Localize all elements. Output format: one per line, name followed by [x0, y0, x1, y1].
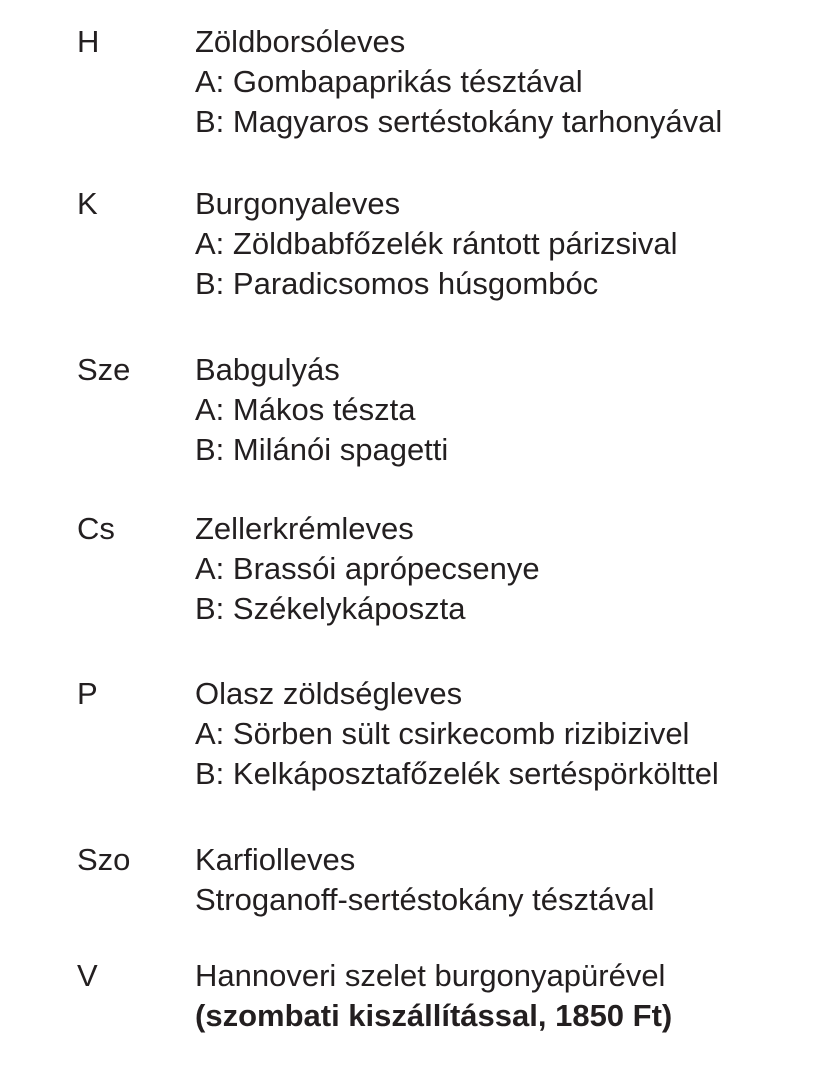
day-code: Szo: [77, 842, 131, 877]
soup-line: Babgulyás: [195, 352, 340, 387]
main-course-line: Stroganoff-sertéstokány tésztával: [195, 882, 655, 917]
day-code: Sze: [77, 352, 131, 387]
delivery-note: (szombati kiszállítással, 1850 Ft): [195, 998, 673, 1033]
day-code: V: [77, 958, 98, 993]
option-a-line: A: Sörben sült csirkecomb rizibizivel: [195, 716, 690, 751]
option-b-line: B: Székelykáposzta: [195, 591, 466, 626]
option-b-line: B: Paradicsomos húsgombóc: [195, 266, 599, 301]
option-a-line: A: Zöldbabfőzelék rántott párizsival: [195, 226, 678, 261]
day-code: H: [77, 24, 100, 59]
option-a-line: A: Brassói aprópecsenye: [195, 551, 540, 586]
option-b-line: B: Kelkáposztafőzelék sertéspörkölttel: [195, 756, 719, 791]
soup-line: Olasz zöldségleves: [195, 676, 463, 711]
soup-line: Burgonyaleves: [195, 186, 401, 221]
soup-line: Zellerkrémleves: [195, 511, 414, 546]
option-b-line: B: Magyaros sertéstokány tarhonyával: [195, 104, 723, 139]
soup-line: Karfiolleves: [195, 842, 356, 877]
day-code: P: [77, 676, 98, 711]
option-b-line: B: Milánói spagetti: [195, 432, 449, 467]
option-a-line: A: Gombapaprikás tésztával: [195, 64, 583, 99]
option-a-line: A: Mákos tészta: [195, 392, 416, 427]
main-course-line: Hannoveri szelet burgonyapürével: [195, 958, 666, 993]
day-code: Cs: [77, 511, 115, 546]
day-code: K: [77, 186, 98, 221]
soup-line: Zöldborsóleves: [195, 24, 406, 59]
